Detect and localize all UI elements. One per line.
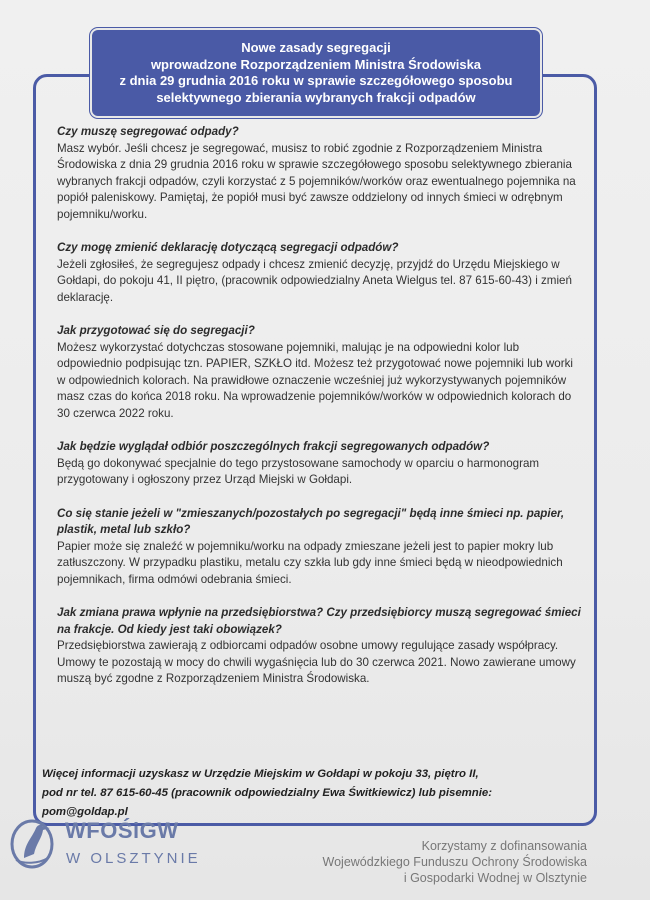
faq-answer: Masz wybór. Jeśli chcesz je segregować, musisz to robić zgodnie z Rozporządzeniem Ministra Środowiska z dnia 29 grudnia 2016 roku w sprawie szczegółowego sposobu selektywnego zbierania wybranych frakcji odpadów, czyli korzystać z 5 pojemników/worków oraz ewentualnego pojemnika na popiół paleniskowy. Pamiętaj, że popiół musi być zawsze oddzielony od innych śmieci w odrębnym pojemniku/worku.	[57, 141, 576, 221]
faq-section	[57, 323, 582, 422]
faq-question: Czy muszę segregować odpady?	[57, 125, 239, 138]
funding-note	[300, 838, 587, 886]
funding-line-3: i Gospodarki Wodnej w Olsztynie	[403, 871, 587, 885]
title-banner	[92, 30, 540, 116]
funding-line-2: Wojewódzkiego Funduszu Ochrony Środowiska	[322, 855, 587, 869]
funding-line-1: Korzystamy z dofinansowania	[421, 839, 587, 853]
faq-section	[57, 605, 582, 688]
faq-answer: Papier może się znaleźć w pojemniku/worku na odpady zmieszane jeżeli jest to papier mokry lub zatłuszczony. W przypadku plastiku, metalu czy szkła lub gdy inne śmieci będą w nieodpowiednich pojemnikach, firma odmówi odebrania śmieci.	[57, 539, 563, 586]
logo-name: WFOŚiGW	[65, 818, 179, 843]
faq-content	[57, 124, 582, 705]
contact-line-2: pod nr tel. 87 615-60-45 (pracownik odpowiedzialny Ewa Świtkiewicz) lub pisemnie: pom@goldap.pl	[42, 787, 493, 818]
faq-question: Jak będzie wyglądał odbiór poszczególnych frakcji segregowanych odpadów?	[57, 440, 490, 453]
title-line-2: wprowadzone Rozporządzeniem Ministra Środowiska	[150, 56, 482, 72]
faq-answer: Przedsiębiorstwa zawierają z odbiorcami odpadów osobne umowy regulujące zasady współpracy. Umowy te pozostają w mocy do chwili wygaśnięcia lub do 30 czerwca 2021. Nowo zawierane umowy muszą być zgodne z Rozporządzeniem Ministra Środowiska.	[57, 639, 576, 685]
wfosigw-logo	[10, 808, 210, 878]
faq-section	[57, 240, 582, 306]
contact-line-1: Więcej informacji uzyskasz w Urzędzie Miejskim w Gołdapi w pokoju 33, piętro II,	[42, 768, 479, 780]
faq-answer: Możesz wykorzystać dotychczas stosowane pojemniki, malując je na odpowiedni kolor lub odpowiednio podpisując tzn. PAPIER, SZKŁO itd. Możesz też przygotować nowe pojemniki lub worki w odpowiednich kolorach. Na prawidłowe oznaczenie wcześniej już wykorzystywanych pojemników masz czas do końca 2018 roku. Na wprowadzenie pojemników/worków w odpowiednich kolorach do 30 czerwca 2022 roku.	[57, 340, 573, 420]
stork-logo-icon	[10, 814, 56, 870]
faq-question: Czy mogę zmienić deklarację dotyczącą segregacji odpadów?	[57, 241, 399, 254]
faq-answer: Jeżeli zgłosiłeś, że segregujesz odpady i chcesz zmienić decyzję, przyjdź do Urzędu Miejskiego w Gołdapi, do pokoju 41, II piętro, (pracownik odpowiedzialny Aneta Wielgus tel. 87 615-60-43) i zmień deklarację.	[57, 257, 572, 304]
logo-subtitle: W OLSZTYNIE	[66, 850, 201, 867]
faq-section	[57, 124, 582, 223]
faq-section	[57, 439, 582, 489]
faq-question: Jak przygotować się do segregacji?	[57, 324, 255, 337]
faq-question: Jak zmiana prawa wpłynie na przedsiębiorstwa? Czy przedsiębiorcy muszą segregować śmieci na frakcje. Od kiedy jest taki obowiązek?	[57, 606, 581, 636]
faq-answer: Będą go dokonywać specjalnie do tego przystosowane samochody w oparciu o harmonogram przygotowany i ogłoszony przez Urząd Miejski w Gołdapi.	[57, 456, 540, 486]
title-line-4: selektywnego zbierania wybranych frakcji odpadów	[156, 89, 476, 105]
faq-question: Co się stanie jeżeli w "zmieszanych/pozostałych po segregacji" będą inne śmieci np. papier, plastik, metal lub szkło?	[57, 506, 565, 536]
title-line-3: z dnia 29 grudnia 2016 roku w sprawie szczegółowego sposobu	[119, 73, 513, 88]
title-line-1: Nowe zasady segregacji	[241, 40, 391, 55]
faq-section	[57, 506, 582, 589]
